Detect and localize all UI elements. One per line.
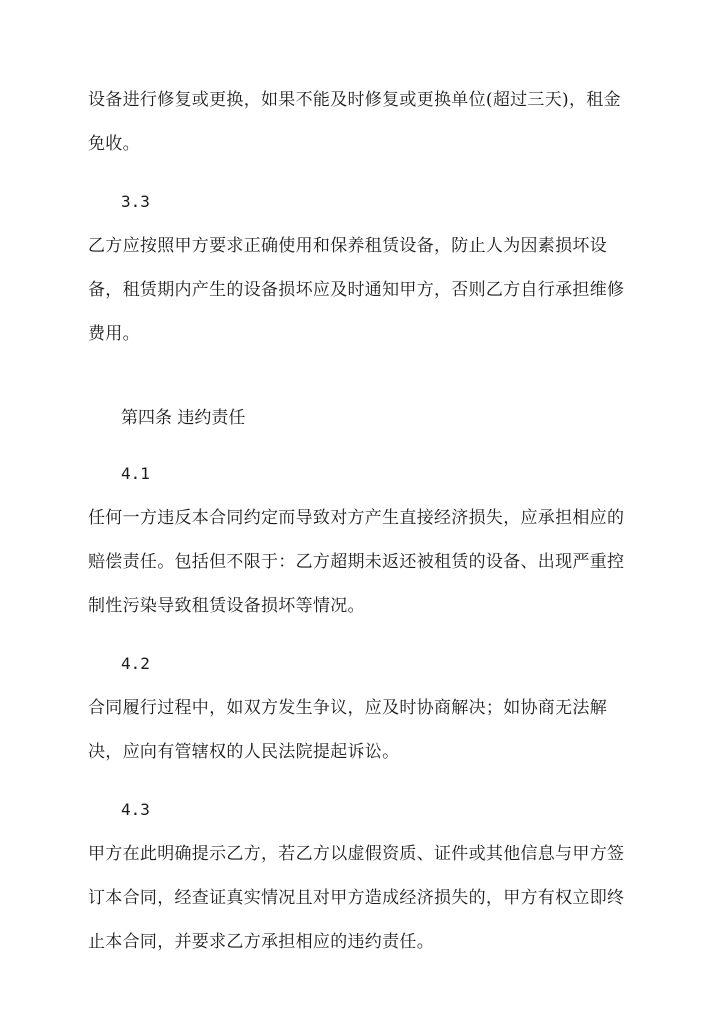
- clause-number-4-2: 4.2: [121, 654, 150, 673]
- clause-number-4-1: 4.1: [121, 464, 150, 483]
- clause-number-3-3: 3.3: [121, 192, 150, 211]
- clause-text-3-3: 乙方应按照甲方要求正确使用和保养租赁设备，防止人为因素损坏设备，租赁期内产生的设备损坏应及时通知甲方，否则乙方自行承担维修费用。: [88, 236, 625, 344]
- paragraph-continuation: 设备进行修复或更换，如果不能及时修复或更换单位(超过三天)，租金免收。: [88, 90, 621, 154]
- article-heading-4: 第四条 违约责任: [121, 408, 246, 428]
- clause-text-4-3: 甲方在此明确提示乙方，若乙方以虚假资质、证件或其他信息与甲方签订本合同，经查证真实情况且对甲方造成经济损失的，甲方有权立即终止本合同，并要求乙方承担相应的违约责任。: [88, 844, 625, 952]
- clause-number-4-3: 4.3: [121, 800, 150, 819]
- clause-text-4-1: 任何一方违反本合同约定而导致对方产生直接经济损失，应承担相应的赔偿责任。包括但不限于：乙方超期未返还被租赁的设备、出现严重控制性污染导致租赁设备损坏等情况。: [88, 508, 625, 616]
- clause-text-4-2: 合同履行过程中，如双方发生争议，应及时协商解决；如协商无法解决，应向有管辖权的人民法院提起诉讼。: [88, 698, 607, 762]
- document-page: [88, 78, 636, 964]
